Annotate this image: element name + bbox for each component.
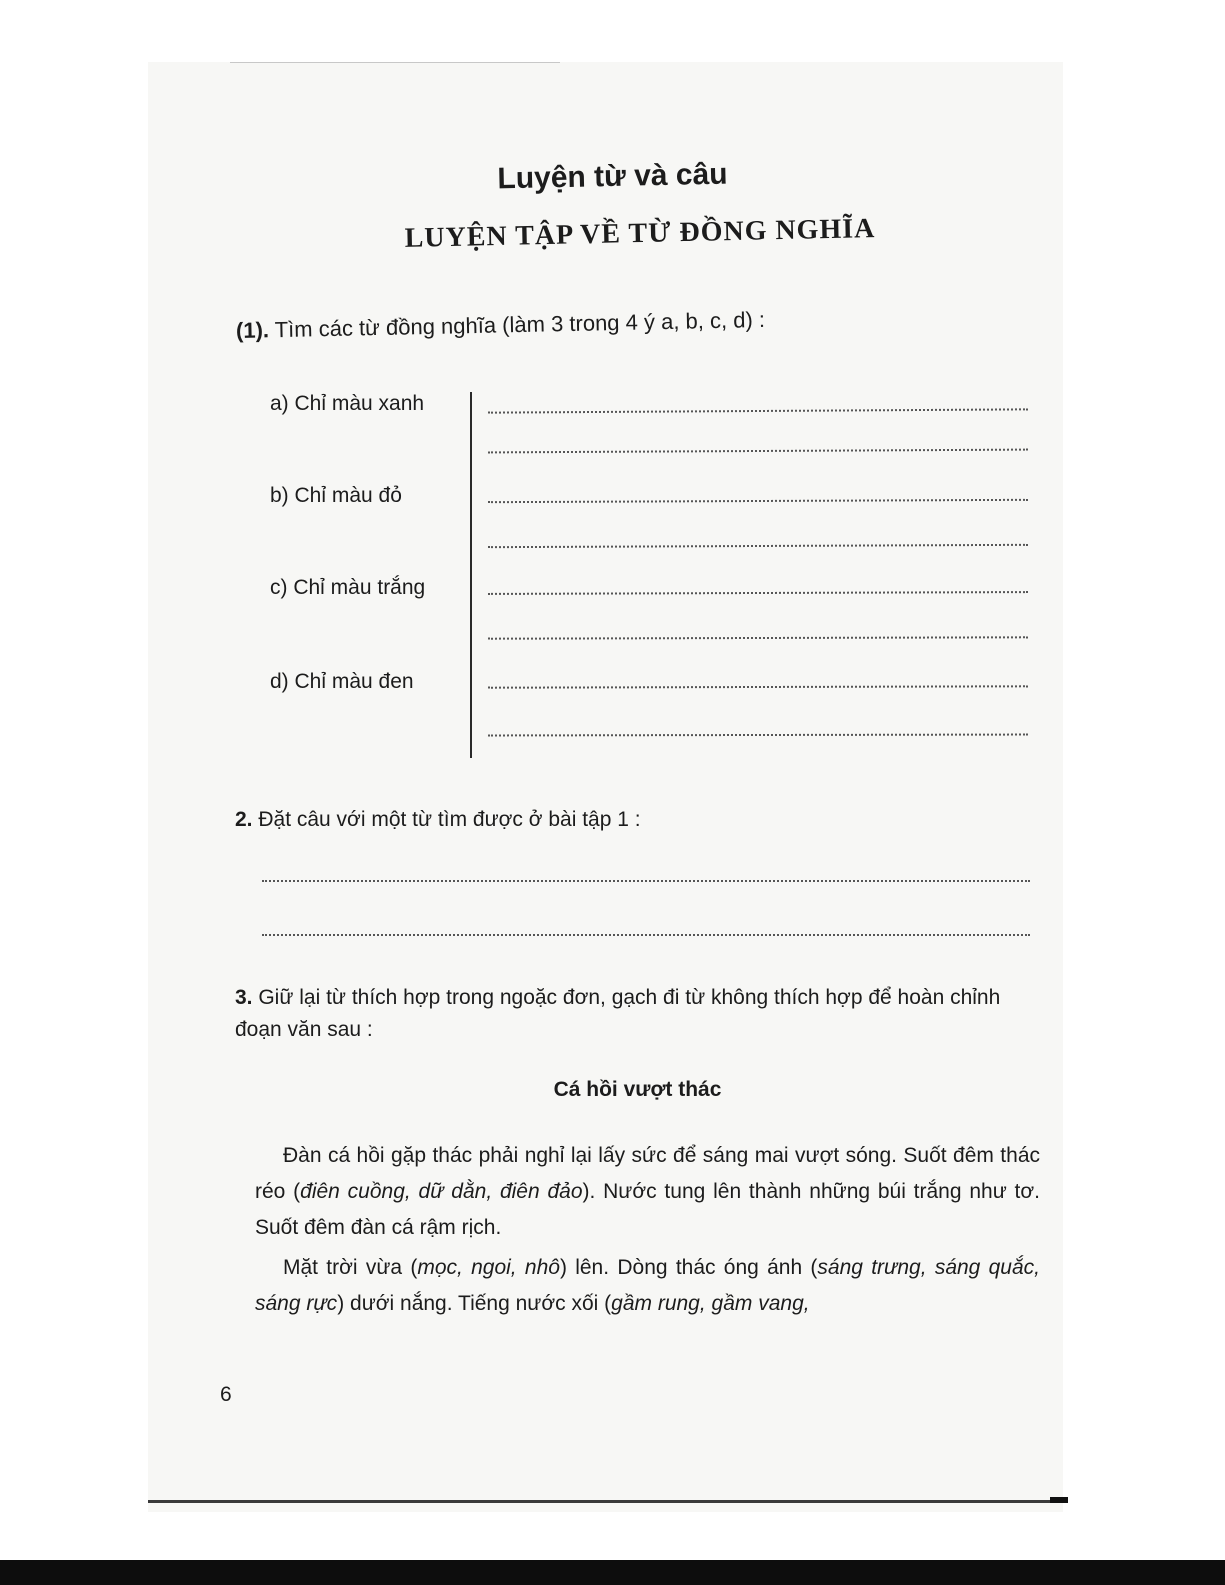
exercise-2-number: 2. bbox=[235, 808, 253, 831]
page-number: 6 bbox=[220, 1383, 232, 1406]
story-paragraph-2 bbox=[255, 1250, 1040, 1322]
option-c: c) Chỉ màu trắng bbox=[270, 576, 426, 599]
p2-text-a: Mặt trời vừa ( bbox=[283, 1256, 418, 1279]
answer-line-2b[interactable] bbox=[262, 934, 1030, 936]
section-heading: Luyện từ và câu bbox=[497, 157, 728, 196]
p2-choices-1: mọc, ngoi, nhô bbox=[417, 1256, 560, 1279]
p2-text-e: ) dưới nắng. Tiếng nước xối ( bbox=[337, 1292, 612, 1315]
exercise-2-prompt bbox=[235, 808, 641, 832]
p2-choices-3: gầm rung, gầm vang, bbox=[611, 1292, 810, 1315]
exercise-1-text: Tìm các từ đồng nghĩa (làm 3 trong 4 ý a, b, c, d) : bbox=[268, 306, 766, 343]
p1-choices: điên cuồng, dữ dằn, điên đảo bbox=[300, 1180, 583, 1203]
option-b: b) Chỉ màu đỏ bbox=[270, 484, 402, 507]
p2-choices-2: sáng trưng, sáng quắc, sáng rực bbox=[255, 1256, 1040, 1315]
exercise-3-number: 3. bbox=[235, 986, 253, 1009]
scan-edge bbox=[0, 1560, 1225, 1585]
story-paragraph-1 bbox=[255, 1138, 1040, 1246]
story-title: Cá hồi vượt thác bbox=[553, 1078, 722, 1101]
p1-text-c: ). Nước tung lên thành những búi trắng như tơ. Suốt đêm đàn cá rậm rịch. bbox=[255, 1180, 1040, 1239]
answer-line-2a[interactable] bbox=[262, 880, 1030, 882]
option-a: a) Chỉ màu xanh bbox=[270, 392, 425, 415]
page-bottom-edge bbox=[148, 1500, 1063, 1503]
page-top-edge bbox=[230, 62, 560, 63]
lesson-title: LUYỆN TẬP VỀ TỪ ĐỒNG NGHĨA bbox=[404, 213, 876, 254]
exercise-3-prompt bbox=[235, 982, 1040, 1046]
exercise-3-text: Giữ lại từ thích hợp trong ngoặc đơn, gạch đi từ không thích hợp để hoàn chỉnh đoạn văn sau : bbox=[235, 986, 1001, 1041]
option-d: d) Chỉ màu đen bbox=[270, 670, 414, 693]
corner-mark bbox=[1050, 1497, 1068, 1503]
exercise-2-text: Đặt câu với một từ tìm được ở bài tập 1 : bbox=[252, 808, 641, 831]
p2-text-c: ) lên. Dòng thác óng ánh ( bbox=[559, 1256, 818, 1279]
exercise-1-number: (1). bbox=[235, 317, 270, 343]
divider-line bbox=[470, 392, 472, 758]
p1-text-a: Đàn cá hồi gặp thác phải nghỉ lại lấy sức để sáng mai vượt sóng. Suốt đêm thác réo ( bbox=[255, 1144, 1040, 1203]
